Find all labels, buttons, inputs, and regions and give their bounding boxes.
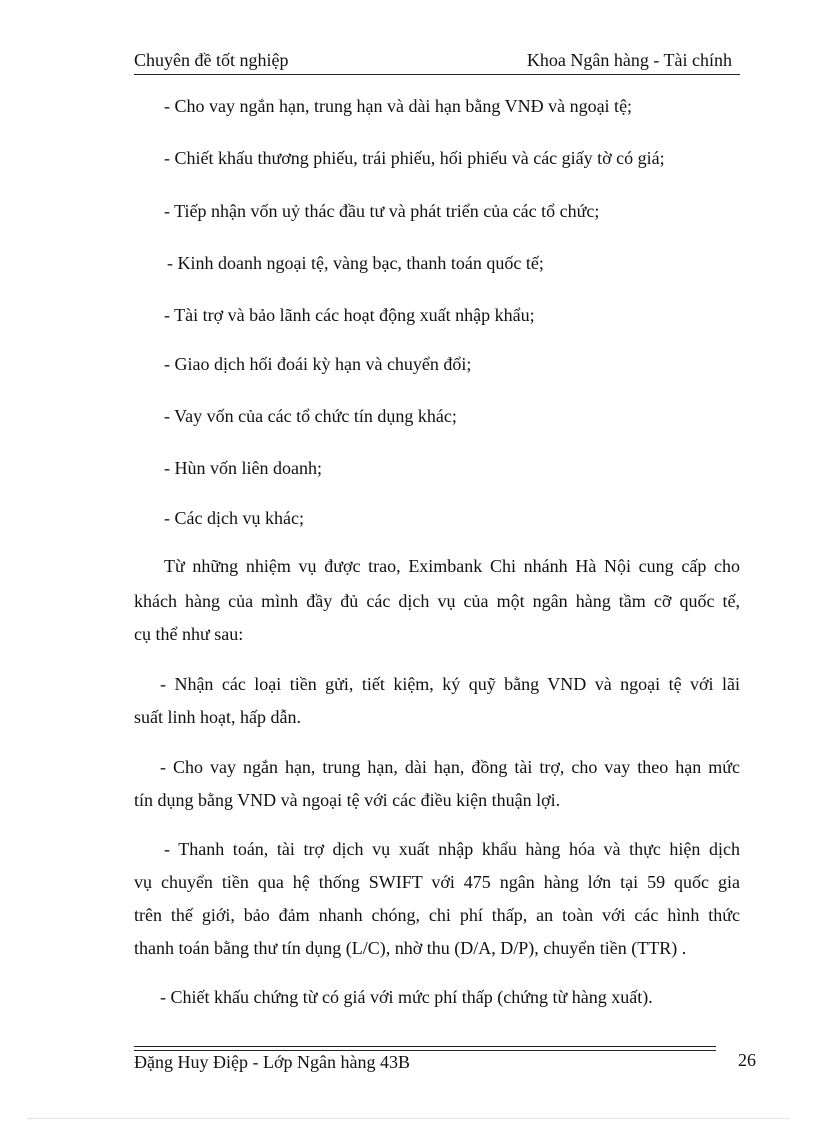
header-title: Chuyên đề tốt nghiệp bbox=[134, 50, 289, 70]
page-bottom-dotted-border bbox=[28, 1118, 788, 1119]
paragraph-line: thanh toán bằng thư tín dụng (L/C), nhờ thu (D/A, D/P), chuyển tiền (TTR) . bbox=[134, 938, 687, 958]
paragraph-line: khách hàng của mình đầy đủ các dịch vụ của một ngân hàng tầm cỡ quốc tế, bbox=[134, 591, 740, 611]
page-number: 26 bbox=[738, 1050, 756, 1070]
paragraph-line: suất linh hoạt, hấp dẫn. bbox=[134, 707, 301, 727]
paragraph-line: tín dụng bằng VND và ngoại tệ với các điều kiện thuận lợi. bbox=[134, 790, 561, 810]
bullet-line: - Cho vay ngắn hạn, trung hạn và dài hạn bằng VNĐ và ngoại tệ; bbox=[164, 96, 633, 116]
bullet-line: - Vay vốn của các tổ chức tín dụng khác; bbox=[164, 406, 457, 426]
paragraph-line: cụ thể như sau: bbox=[134, 624, 244, 644]
footer-rule bbox=[134, 1046, 716, 1051]
bullet-line: - Tiếp nhận vốn uỷ thác đầu tư và phát triển của các tổ chức; bbox=[164, 201, 600, 221]
bullet-line: - Các dịch vụ khác; bbox=[164, 508, 304, 528]
bullet-line: - Tài trợ và bảo lãnh các hoạt động xuất nhập khẩu; bbox=[164, 305, 535, 325]
bullet-line: - Giao dịch hối đoái kỳ hạn và chuyển đổi; bbox=[164, 354, 472, 374]
bullet-line: - Chiết khấu thương phiếu, trái phiếu, hối phiếu và các giấy tờ có giá; bbox=[164, 148, 665, 168]
bullet-line: - Hùn vốn liên doanh; bbox=[164, 458, 322, 478]
paragraph-line: - Chiết khấu chứng từ có giá với mức phí thấp (chứng từ hàng xuất). bbox=[160, 987, 653, 1007]
header-department: Khoa Ngân hàng - Tài chính bbox=[526, 50, 732, 70]
paragraph-line: vụ chuyển tiền qua hệ thống SWIFT với 475 ngân hàng lớn tại 59 quốc gia bbox=[134, 872, 740, 892]
paragraph-line: - Nhận các loại tiền gửi, tiết kiệm, ký quỹ bằng VND và ngoại tệ với lãi bbox=[160, 674, 740, 694]
paragraph-line: trên thế giới, bảo đảm nhanh chóng, chi phí thấp, an toàn với các hình thức bbox=[134, 905, 740, 925]
bullet-line: - Kinh doanh ngoại tệ, vàng bạc, thanh toán quốc tế; bbox=[167, 253, 544, 273]
footer-author: Đặng Huy Điệp - Lớp Ngân hàng 43B bbox=[134, 1052, 410, 1072]
paragraph-line: - Cho vay ngắn hạn, trung hạn, dài hạn, đồng tài trợ, cho vay theo hạn mức bbox=[160, 757, 740, 777]
paragraph-line: Từ những nhiệm vụ được trao, Eximbank Chi nhánh Hà Nội cung cấp cho bbox=[164, 556, 740, 576]
page-header bbox=[134, 50, 740, 75]
paragraph-line: - Thanh toán, tài trợ dịch vụ xuất nhập khẩu hàng hóa và thực hiện dịch bbox=[164, 839, 740, 859]
